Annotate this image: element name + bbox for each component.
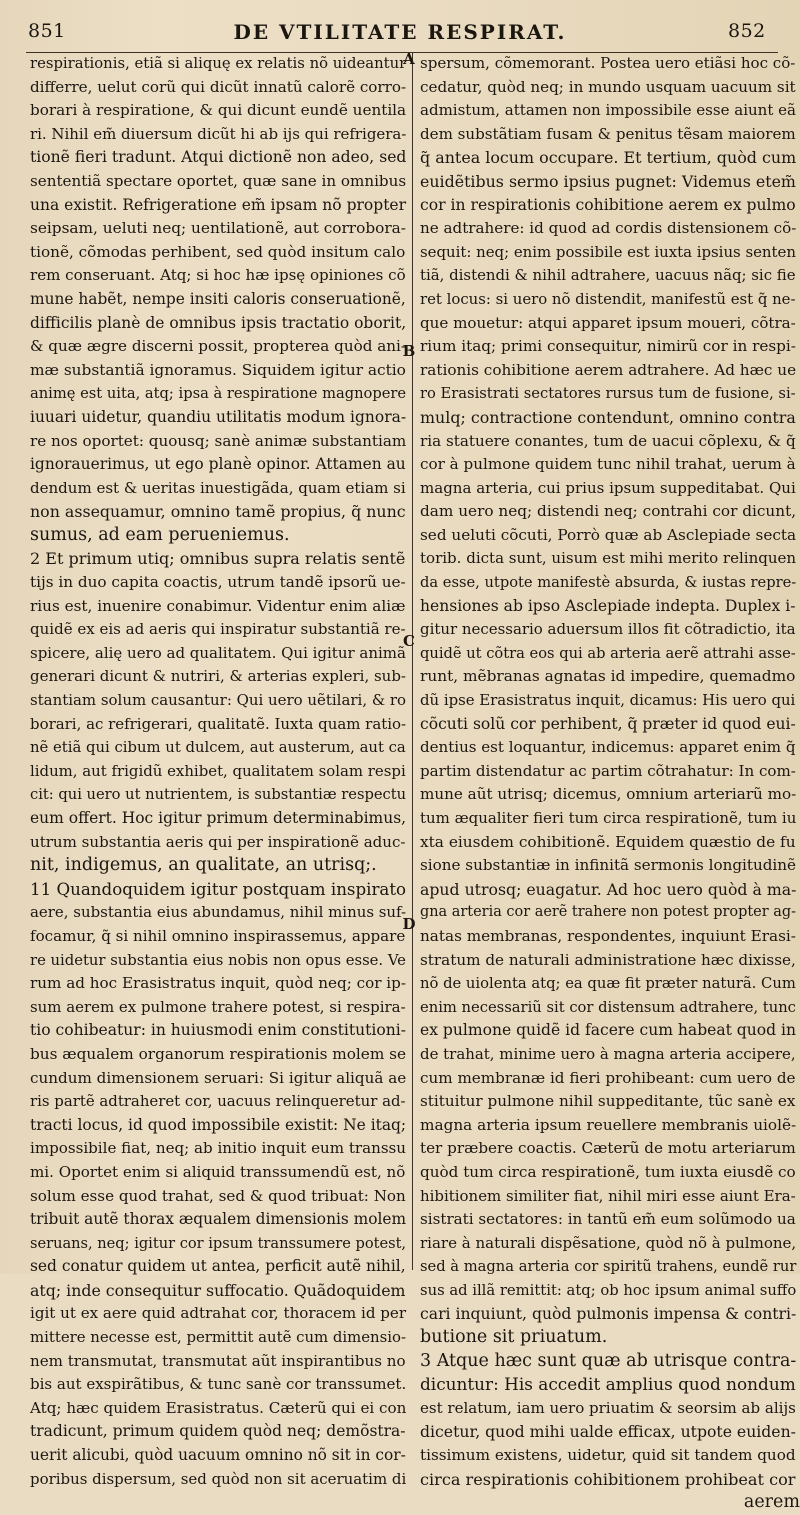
text-line: cari inquiunt, quòd pulmonis impensa & contri-	[420, 1304, 797, 1324]
text-line: focamur, q̃ si nihil omnino inspirassemus, appare	[30, 926, 406, 945]
text-line: tradicunt, primum quidem quòd neq; demõstra-	[30, 1422, 406, 1441]
text-line: animę est uita, atq; ipsa à respiratione magnopere	[30, 385, 407, 403]
text-line: seipsam, ueluti neq; uentilationẽ, aut corrobora-	[30, 219, 406, 238]
text-line: torib. dicta sunt, uisum est mihi merito relinquen	[420, 549, 797, 568]
text-line: lidum, aut frigidũ exhibet, qualitatem solam respi	[30, 761, 406, 780]
text-line: butione sit priuatum.	[420, 1327, 608, 1348]
text-line: nẽ etiã qui cibum ut dulcem, aut austerum, aut ca	[30, 739, 406, 757]
text-line: dicuntur: His accedit amplius quod nondum	[420, 1374, 796, 1395]
text-line: nem transmutat, transmutat aũt inspirantibus no	[30, 1351, 406, 1370]
text-line: sione substantiæ in infinitã sermonis longitudinẽ	[420, 856, 797, 875]
margin-letter-b: B	[402, 342, 416, 360]
page-number-left: 851	[28, 20, 66, 42]
text-line: differre, uelut corũ qui dicũt innatũ calorẽ corro-	[30, 77, 407, 96]
text-line: ris partẽ adtraheret cor, uacuus relinqueretur ad-	[30, 1092, 406, 1111]
text-line: sus ad illã remittit: atq; ob hoc ipsum animal suffo	[420, 1281, 797, 1299]
text-line: bis aut exspirãtibus, & tunc sanè cor transsumet.	[30, 1375, 407, 1394]
text-line: rem conseruant. Atq; si hoc hæ ipsę opiniones cõ	[30, 266, 406, 285]
text-line: stituitur pulmone nihil suppeditante, tũc sanè ex	[420, 1092, 796, 1111]
text-line: sed conatur quidem ut antea, perficit autẽ nihil,	[30, 1257, 406, 1276]
text-line: utrum substantia aeris qui per inspirationẽ aduc-	[30, 832, 406, 851]
text-line: dem substãtiam fusam & penitus tẽsam maiorem	[420, 124, 796, 143]
text-line: aerem	[743, 1492, 800, 1513]
text-line: borari à respiratione, & qui dicunt eundẽ uentila	[30, 101, 407, 120]
text-line: mittere necesse est, permittit autẽ cum dimensio-	[30, 1328, 407, 1347]
text-line: cor in respirationis cohibitione aerem ex pulmo	[420, 195, 796, 214]
text-line: seruans, neq; igitur cor ipsum transsumere potest,	[30, 1234, 407, 1252]
text-line: mæ substantiã ignoramus. Siquidem igitur actio	[30, 360, 406, 379]
text-line: xta eiusdem cohibitionẽ. Equidem quæstio de fu	[420, 832, 796, 851]
text-line: riare à naturali dispẽsatione, quòd nõ à pulmone,	[420, 1233, 797, 1252]
text-line: ria statuere conantes, tum de uacui cõplexu, & q̃	[420, 431, 796, 450]
running-header	[0, 20, 800, 54]
right-text-column	[420, 52, 800, 1513]
text-line: respirationis, etiã si aliquę ex relatis nõ uideantur	[30, 55, 407, 72]
text-line: & quæ ægre discerni possit, propterea quòd ani-	[30, 337, 407, 356]
text-line: runt, mẽbranas agnatas id impedire, quemadmo	[420, 667, 796, 686]
text-line: sum aerem ex pulmone trahere potest, si respira-	[30, 997, 406, 1016]
text-line: ex pulmone quidẽ id facere cum habeat quod in	[420, 1021, 797, 1040]
text-line: hibitionem similiter fiat, nihil miri esse aiunt Era-	[420, 1186, 796, 1205]
text-line: tum æqualiter fieri tum circa respirationẽ, tum iu	[420, 809, 797, 827]
text-line: aere, substantia eius abundamus, nihil minus suf-	[30, 903, 407, 922]
text-line: iuuari uidetur, quandiu utilitatis modum ignora-	[30, 407, 407, 426]
text-line: que mouetur: atqui apparet ipsum moueri, cõtra-	[420, 313, 796, 332]
text-line: quidẽ ut cõtra eos qui ab arteria aerẽ attrahi asse-	[420, 644, 796, 662]
text-line: bus æqualem organorum respirationis molem se	[30, 1044, 407, 1063]
text-line: rationis cohibitione aerem adtrahere. Ad hæc ue	[420, 360, 797, 379]
text-line: enim necessariũ sit cor distensum adtrahere, tunc	[420, 998, 796, 1016]
text-line: poribus dispersum, sed quòd non sit aceruatim di	[30, 1469, 407, 1488]
text-line: cõcuti solũ cor perhibent, q̃ præter id quod eui-	[420, 714, 796, 733]
text-line: rum ad hoc Erasistratus inquit, quòd neq; cor ip-	[30, 974, 406, 993]
text-line: stantiam solum causantur: Qui uero uẽtilari, & ro	[30, 691, 407, 710]
text-line: borari, ac refrigerari, qualitatẽ. Iuxta quam ratio-	[30, 714, 407, 733]
column-divider	[412, 52, 413, 1270]
text-line: quidẽ ex eis ad aeris qui inspiratur substantiã re-	[30, 620, 406, 639]
text-line: apud utrosq; euagatur. Ad hoc uero quòd à ma-	[420, 879, 797, 899]
text-line: stratum de naturali administratione hæc dixisse,	[420, 950, 796, 969]
text-line: sistrati sectatores: in tantũ em̃ eum solũmodo ua	[420, 1210, 796, 1229]
text-line: tracti locus, id quod impossibile existit: Ne itaq;	[30, 1115, 407, 1134]
text-line: hensiones ab ipso Asclepiade indepta. Duplex i-	[420, 596, 796, 615]
text-line: tionẽ, cõmodas perhibent, sed quòd insitum calo	[30, 242, 406, 261]
text-line: nit, indigemus, an qualitate, an utrisq;.	[30, 855, 377, 876]
text-line: sequit: neq; enim possibile est iuxta ipsius senten	[420, 242, 796, 261]
text-line: ne adtrahere: id quod ad cordis distensionem cõ-	[420, 219, 797, 238]
page-number-right: 852	[728, 20, 766, 42]
text-line: sed ueluti cõcuti, Porrò quæ ab Asclepiade secta	[420, 525, 797, 544]
text-line: mulq; contractione contendunt, omnino contra	[420, 407, 796, 427]
margin-letter-c: C	[403, 632, 415, 650]
text-line: re uidetur substantia eius nobis non opus esse. Ve	[30, 951, 406, 969]
text-line: natas membranas, respondentes, inquiunt Erasi-	[420, 926, 796, 945]
text-line: eum offert. Hoc igitur primum determinabimus,	[30, 809, 407, 827]
text-line: tiã, distendi & nihil adtrahere, uacuus nãq; sic fie	[420, 266, 796, 285]
text-line: cor à pulmone quidem tunc nihil trahat, uerum à	[420, 455, 796, 474]
text-line: ter præbere coactis. Cæterũ de motu arteriarum	[420, 1139, 796, 1158]
running-title: DE VTILITATE RESPIRAT.	[233, 20, 567, 44]
text-line: tionẽ fieri tradunt. Atqui dictionẽ non adeo, sed	[30, 148, 407, 167]
text-line: cedatur, quòd neq; in mundo usquam uacuum sit	[420, 77, 796, 96]
text-line: dũ ipse Erasistratus inquit, dicamus: His uero qui	[420, 691, 796, 710]
text-line: magna arteria ipsum reuellere membranis uiolẽ-	[420, 1115, 797, 1134]
text-line: ignorauerimus, ut ego planè opinor. Attamen au	[30, 455, 406, 474]
text-line: cundum dimensionem seruari: Si igitur aliquã ae	[30, 1068, 407, 1087]
text-line: difficilis planè de omnibus ipsis tractatio oborit,	[30, 313, 407, 332]
text-line: non assequamur, omnino tamẽ propius, q̃ nunc	[30, 502, 406, 522]
text-line: est relatum, iam uero priuatim & seorsim ab alijs	[420, 1398, 796, 1417]
text-line: una existit. Refrigeratione em̃ ipsam nõ propter	[30, 195, 407, 214]
text-line: euidẽtibus sermo ipsius pugnet: Videmus etem̃	[420, 171, 796, 191]
text-line: 2 Et primum utiq; omnibus supra relatis sentẽ	[30, 549, 406, 569]
text-line: partim distendatur ac partim cõtrahatur: In com-	[420, 761, 796, 780]
text-line: spicere, alię uero ad qualitatem. Qui igitur animã	[30, 643, 406, 662]
text-line: rius est, inuenire conabimur. Videntur enim aliæ	[30, 596, 406, 615]
text-line: da esse, utpote manifestè absurda, & iustas repre-	[420, 574, 797, 592]
text-line: uerit alicubi, quòd uacuum omnino nõ sit in cor-	[30, 1446, 406, 1465]
text-line: dicetur, quod mihi ualde efficax, utpote euiden-	[420, 1422, 796, 1442]
text-line: nõ de uiolenta atq; ea quæ fit præter naturã. Cum	[420, 975, 796, 993]
text-line: tio cohibeatur: in huiusmodi enim constitutioni-	[30, 1021, 406, 1040]
text-line: generari dicunt & nutriri, & arterias expleri, sub-	[30, 667, 406, 686]
text-line: quòd tum circa respirationẽ, tum iuxta eiusdẽ co	[420, 1162, 796, 1181]
text-line: mune aũt utrisq; dicemus, omnium arteriarũ mo-	[420, 785, 797, 804]
text-line: q̃ antea locum occupare. Et tertium, quòd cum	[420, 148, 797, 168]
text-line: rium itaq; primi consequitur, nimirũ cor in respi-	[420, 337, 796, 356]
text-line: ro Erasistrati sectatores rursus tum de fusione, si-	[420, 385, 796, 403]
text-line: tribuit autẽ thorax æqualem dimensionis molem	[30, 1210, 407, 1229]
text-line: tijs in duo capita coactis, utrum tandẽ ipsorũ ue-	[30, 573, 406, 592]
text-line: ret locus: si uero nõ distendit, manifestũ est q̃ ne-	[420, 289, 796, 308]
text-line: mi. Oportet enim si aliquid transsumendũ est, nõ	[30, 1162, 406, 1181]
text-line: gna arteria cor aerẽ trahere non potest propter ag-	[420, 904, 796, 921]
text-line: solum esse quod trahat, sed & quod tribuat: Non	[30, 1186, 406, 1205]
text-line: impossibile fiat, neq; ab initio inquit eum transsu	[30, 1139, 407, 1158]
text-line: mune habẽt, nempe insiti caloris conseruationẽ,	[30, 289, 406, 308]
text-line: sed à magna arteria cor spiritũ trahens, eundẽ rur	[420, 1258, 797, 1276]
text-line: 11 Quandoquidem igitur postquam inspirato	[30, 879, 407, 899]
text-line: atq; inde consequitur suffocatio. Quãdoquidem	[30, 1280, 406, 1300]
text-line: dendum est & ueritas inuestigãda, quam etiam si	[30, 478, 406, 497]
text-line: cit: qui uero ut nutrientem, is substantiæ respectu	[30, 786, 407, 804]
text-line: gitur necessario aduersum illos fit cõtradictio, ita	[420, 620, 796, 639]
text-line: admistum, attamen non impossibile esse aiunt eã	[420, 101, 796, 120]
text-line: ri. Nihil em̃ diuersum dicũt hi ab ijs qui refrigera-	[30, 124, 407, 143]
text-line: sumus, ad eam perueniemus.	[30, 524, 290, 545]
margin-letter-a: A	[403, 50, 415, 68]
text-line: circa respirationis cohibitionem prohibeat cor	[420, 1469, 796, 1489]
text-line: tissimum existens, uidetur, quid sit tandem quod	[420, 1446, 796, 1465]
text-line: 3 Atque hæc sunt quæ ab utrisque contra-	[420, 1350, 797, 1371]
text-line: dentius est loquantur, indicemus: apparet enim q̃	[420, 738, 796, 757]
text-line: magna arteria, cui prius ipsum suppeditabat. Qui	[420, 478, 796, 497]
text-line: re nos oportet: quousq; sanè animæ substantiam	[30, 431, 407, 450]
left-text-column	[30, 52, 410, 1488]
text-line: Atq; hæc quidem Erasistratus. Cæterũ qui ei con	[30, 1398, 407, 1417]
text-line: de trahat, minime uero à magna arteria accipere,	[420, 1044, 796, 1063]
text-line: sententiã spectare oportet, quæ sane in omnibus	[30, 171, 407, 190]
text-line: igit ut ex aere quid adtrahat cor, thoracem id per	[30, 1304, 407, 1323]
text-line: spersum, cõmemorant. Postea uero etiãsi hoc cõ-	[420, 54, 796, 72]
margin-letter-d: D	[402, 915, 416, 933]
text-line: cum membranæ id fieri prohibeant: cum uero de	[420, 1068, 796, 1087]
text-line: dam uero neq; distendi neq; contrahi cor dicunt,	[420, 502, 797, 521]
